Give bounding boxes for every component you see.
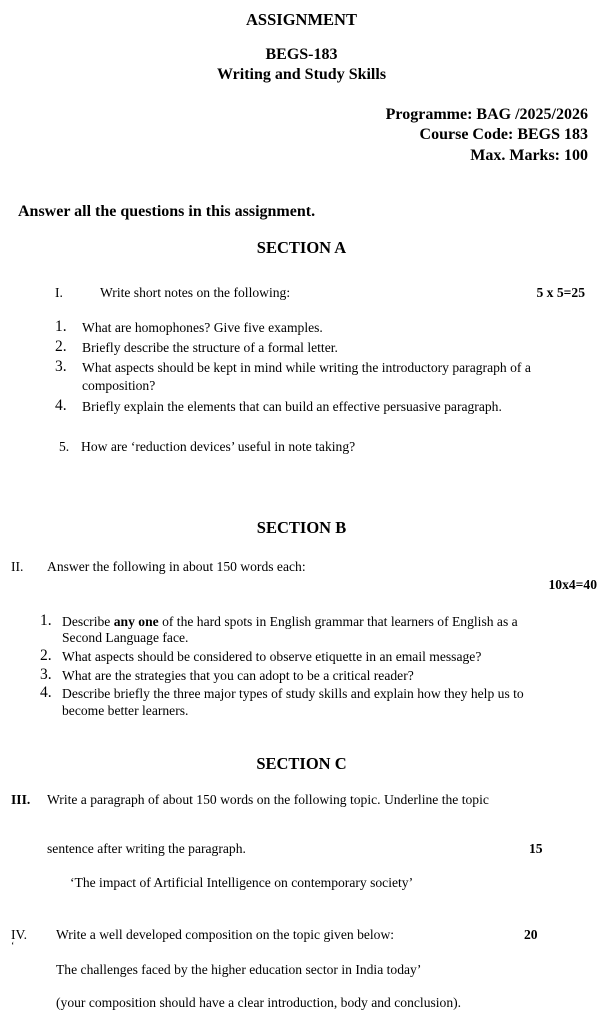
course-id: BEGS-183 — [265, 46, 338, 63]
section-c-q4-quote-mark: ‘ — [11, 941, 15, 952]
question-text: Briefly explain the elements that can build an effective persuasive paragraph. — [82, 399, 502, 414]
question-text: What are the strategies that you can adopt to be a critical reader? — [62, 668, 414, 683]
section-c-q3-marks: 15 — [529, 841, 543, 856]
section-c-q3-roman: III. — [11, 792, 31, 807]
question-text: Describe briefly the three major types of study skills and explain how they help us to — [62, 686, 524, 701]
question-number: 2. — [40, 647, 52, 664]
section-c-q3-text: Write a paragraph of about 150 words on the following topic. Underline the topic — [47, 792, 489, 807]
section-c-q4-note: (your composition should have a clear introduction, body and conclusion). — [56, 995, 462, 1010]
question-text: Briefly describe the structure of a formal letter. — [82, 340, 338, 355]
question-text: What aspects should be considered to observe etiquette in an email message? — [62, 649, 482, 664]
section-a-marks: 5 x 5=25 — [536, 285, 585, 300]
question-number: 1. — [55, 318, 67, 335]
section-c-title: SECTION C — [256, 754, 347, 773]
section-b-marks: 10x4=40 — [548, 577, 597, 592]
assignment-title: ASSIGNMENT — [246, 10, 357, 29]
question-text: Describe any one of the hard spots in English grammar that learners of English as a — [62, 614, 518, 629]
section-c-q4-prompt: Write a well developed composition on the topic given below: — [56, 927, 395, 942]
programme: Programme: BAG /2025/2026 — [385, 106, 588, 123]
question-text: What aspects should be kept in mind while writing the introductory paragraph of a — [82, 360, 531, 375]
section-b-roman: II. — [11, 559, 24, 574]
section-c-q4-topic: The challenges faced by the higher education sector in India today’ — [56, 962, 422, 977]
section-c-q3-text-cont: sentence after writing the paragraph. — [47, 841, 246, 856]
question-number: 3. — [40, 666, 52, 683]
question-number: 2. — [55, 338, 67, 355]
question-number: 4. — [40, 684, 52, 701]
max-marks: Max. Marks: 100 — [470, 147, 588, 164]
section-c-q3-topic: ‘The impact of Artificial Intelligence on contemporary society’ — [70, 875, 414, 890]
question-number: 1. — [40, 612, 52, 629]
question-text-cont: composition? — [82, 378, 156, 393]
section-c-q4-roman: IV. — [11, 927, 27, 942]
section-b-title: SECTION B — [256, 518, 347, 537]
section-a-title: SECTION A — [256, 238, 347, 257]
section-b-prompt: Answer the following in about 150 words each: — [47, 559, 306, 574]
question-text: How are ‘reduction devices’ useful in note taking? — [81, 439, 356, 454]
question-number: 4. — [55, 397, 67, 414]
course-code: Course Code: BEGS 183 — [419, 126, 588, 143]
instruction: Answer all the questions in this assignment. — [18, 203, 316, 220]
question-number: 5. — [59, 439, 70, 454]
section-a-prompt: Write short notes on the following: — [100, 285, 291, 300]
course-name: Writing and Study Skills — [216, 66, 387, 83]
question-text-cont: become better learners. — [62, 703, 189, 718]
question-text-cont: Second Language face. — [62, 630, 189, 645]
question-number: 3. — [55, 358, 67, 375]
section-c-q4-marks: 20 — [524, 927, 538, 942]
section-a-roman: I. — [55, 285, 63, 300]
question-text: What are homophones? Give five examples. — [82, 320, 323, 335]
